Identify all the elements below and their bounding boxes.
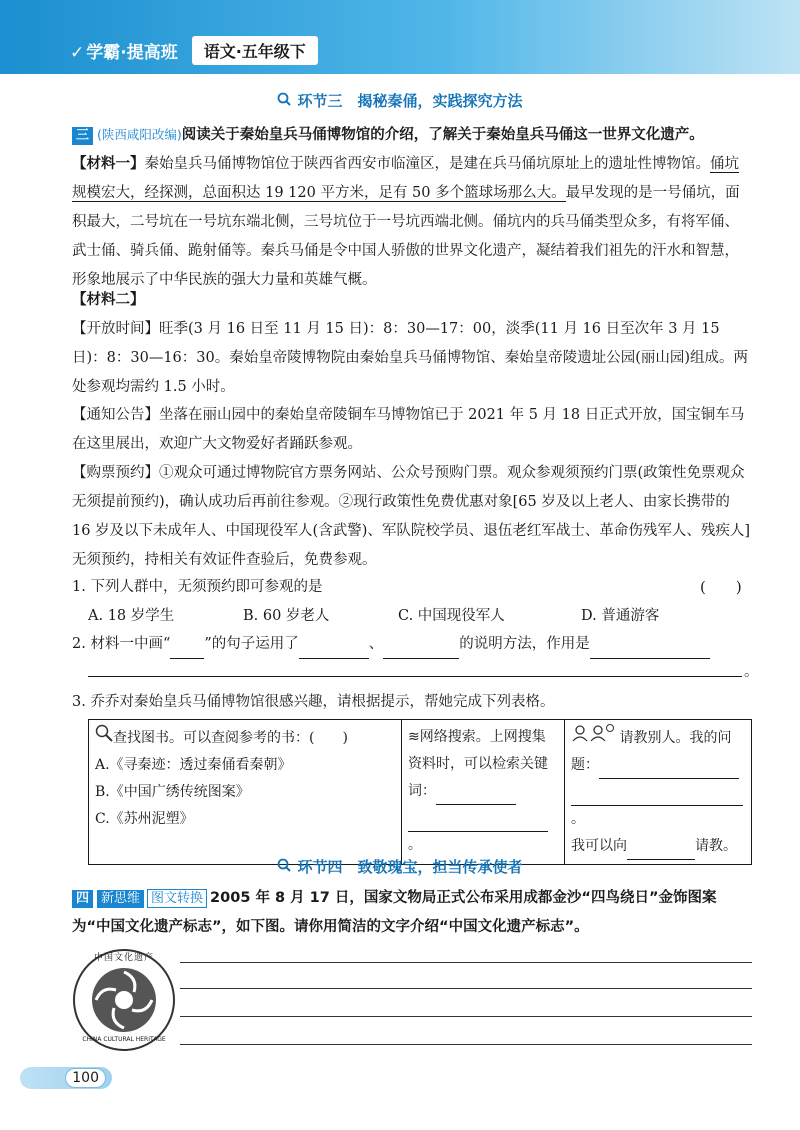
section4-title — [0, 856, 800, 877]
question-blank-2[interactable] — [571, 789, 743, 806]
subq2-blank-method1[interactable] — [299, 642, 369, 659]
subq2-text-c: 、 — [368, 636, 384, 652]
page-header — [0, 0, 800, 74]
subject-label: 语文·五年级下 — [192, 36, 318, 65]
subq2 — [72, 630, 752, 659]
material2-hours: 【开放时间】旺季(3 月 16 日至 11 月 15 日)：8：30—17：00，淡季(11 月 16 日至次年 3 月 15 日)：8：30—16：30。秦始皇帝陵博物院由秦始皇兵马俑博物馆、秦始皇帝陵遗址公园(丽山园)组成。两处参观均需约 1.5 小时。 — [72, 321, 749, 395]
q4-tag-conversion: 图文转换 — [147, 889, 207, 908]
books-head: 查找图书。可以查阅参考的书：( ) — [113, 730, 348, 746]
keyword-blank-1[interactable] — [436, 788, 516, 805]
subq3: 3. 乔乔对秦始皇兵马俑博物馆很感兴趣，请根据提示，帮她完成下列表格。 — [72, 694, 555, 710]
subq1-answer-paren[interactable]: ( ) — [700, 578, 742, 596]
q3-badge: 三 — [72, 127, 93, 145]
people-icon — [571, 730, 619, 746]
q3-intro — [72, 120, 752, 150]
q4 — [72, 884, 752, 942]
answer-line-1[interactable] — [180, 962, 752, 963]
ask-foot-a: 我可以向 — [571, 838, 627, 854]
subq2-blank-mark[interactable] — [170, 642, 204, 659]
option-b[interactable]: B. 60 岁老人 — [243, 608, 330, 624]
wifi-icon: ≋ — [408, 729, 420, 745]
material1 — [72, 150, 752, 295]
subq3-table — [88, 719, 752, 865]
book-option-b[interactable]: B.《中国广绣传统图案》 — [95, 784, 250, 800]
subq2-blank-method2[interactable] — [383, 642, 459, 659]
q4-badge: 四 — [72, 890, 93, 908]
material1-underlined: 俑坑规模宏大，经探测，总面积达 19 120 平方米，足有 50 多个篮球场那么大。 — [72, 156, 739, 201]
logo-cn-text: 中国文化遗产 — [94, 953, 155, 963]
brand-text: 学霸·提高班 — [86, 42, 178, 63]
magnifier-icon — [277, 92, 291, 110]
material1-text-b: 最早发现的是一号俑坑，面积最大，二号坑在一号坑东端北侧，三号坑位于一号坑西端北侧。俑坑内的兵马俑类型众多，有将军俑、武士俑、骑兵俑、跪射俑等。秦兵马俑是令中国人骄傲的世界文化遗产，凝结着我们祖先的汗水和智慧，形象地展示了中华民族的强大力量和英雄气概。 — [72, 185, 740, 288]
q3-source: (陕西咸阳改编) — [97, 127, 182, 142]
section3-title-text: 环节三 揭秘秦俑，实践探究方法 — [297, 92, 523, 110]
magnifier-icon — [277, 858, 291, 876]
question-blank-1[interactable] — [599, 762, 739, 779]
subq2-text-d: 的说明方法，作用是 — [459, 636, 590, 652]
subq1-options — [88, 604, 748, 625]
table-cell-search — [402, 720, 565, 865]
option-a[interactable]: A. 18 岁学生 — [88, 608, 175, 624]
book-option-a[interactable]: A.《寻秦迹：透过秦俑看秦朝》 — [95, 757, 292, 773]
material1-label: 【材料一】 — [72, 156, 145, 172]
option-c[interactable]: C. 中国现役军人 — [398, 608, 505, 624]
keyword-blank-2[interactable] — [408, 815, 548, 832]
material2-label-text: 【材料二】 — [72, 292, 145, 308]
search-text: 网络搜索。上网搜集资料时，可以检索关键词： — [408, 729, 548, 799]
material2-booking: 【购票预约】①观众可通过博物院官方票务网站、公众号预购门票。观众参观须预约门票(政策性免票观众无须提前预约)，确认成功后再前往参观。②现行政策性免费优惠对象[65 岁及以上老人、由家长携带的 16 岁及以下未成年人、中国现役军人(含武警)、军队院校学员、退伍老红军战士、革命伤残军人、残疾人]无须预约，持相关有效证件查验后，免费参观。 — [72, 465, 751, 568]
q4-tag-new-thinking: 新思维 — [97, 890, 144, 908]
answer-line-3[interactable] — [180, 1016, 752, 1017]
search-end: 。 — [408, 837, 422, 853]
book-option-c[interactable]: C.《苏州泥塑》 — [95, 811, 194, 827]
answer-line-2[interactable] — [180, 988, 752, 989]
q4-text: 2005 年 8 月 17 日，国家文物局正式公布采用成都金沙“四鸟绕日”金饰图案为“中国文化遗产标志”，如下图。请你用简洁的文字介绍“中国文化遗产标志”。 — [72, 890, 717, 935]
section4-title-text: 环节四 致敬瑰宝，担当传承使者 — [297, 858, 523, 876]
table-cell-ask — [565, 720, 752, 865]
magnifier-icon — [95, 730, 113, 746]
q3-intro-text: 阅读关于秦始皇兵马俑博物馆的介绍，了解关于秦始皇兵马俑这一世界文化遗产。 — [181, 127, 704, 143]
ask-text: 请教别人。我的问题： — [571, 730, 732, 773]
subq1 — [72, 573, 752, 602]
material2-notice: 【通知公告】坐落在丽山园中的秦始皇帝陵铜车马博物馆已于 2021 年 5 月 18 日正式开放，国宝铜车马在这里展出，欢迎广大文物爱好者踊跃参观。 — [72, 407, 745, 452]
subq2-answer-line[interactable] — [88, 676, 742, 677]
subq2-end: 。 — [744, 664, 759, 680]
logo-en-text: CHINA CULTURAL HERITAGE — [82, 1036, 166, 1043]
material1-text-a: 秦始皇兵马俑博物馆位于陕西省西安市临潼区，是建在兵马俑坑原址上的遗址性博物馆。 — [144, 156, 710, 172]
subq2-text-b: ”的句子运用了 — [204, 636, 299, 652]
section3-title — [0, 90, 800, 111]
option-d[interactable]: D. 普通游客 — [581, 608, 660, 624]
subq2-text-a: 2. 材料一中画“ — [72, 636, 171, 652]
answer-line-4[interactable] — [180, 1044, 752, 1045]
ask-end: 。 — [571, 811, 585, 827]
page-number-tab — [20, 1067, 112, 1089]
header-bar — [62, 36, 318, 64]
material2-label — [72, 286, 752, 315]
table-cell-books — [89, 720, 402, 865]
page-number: 100 — [65, 1068, 106, 1088]
brand-label — [62, 36, 186, 65]
ask-foot-b: 请教。 — [695, 838, 737, 854]
cultural-heritage-logo — [72, 948, 176, 1052]
subq1-text: 1. 下列人群中，无须预约即可参观的是 — [72, 579, 323, 595]
check-icon: ✓ — [70, 42, 85, 63]
subq2-blank-effect[interactable] — [590, 642, 710, 659]
